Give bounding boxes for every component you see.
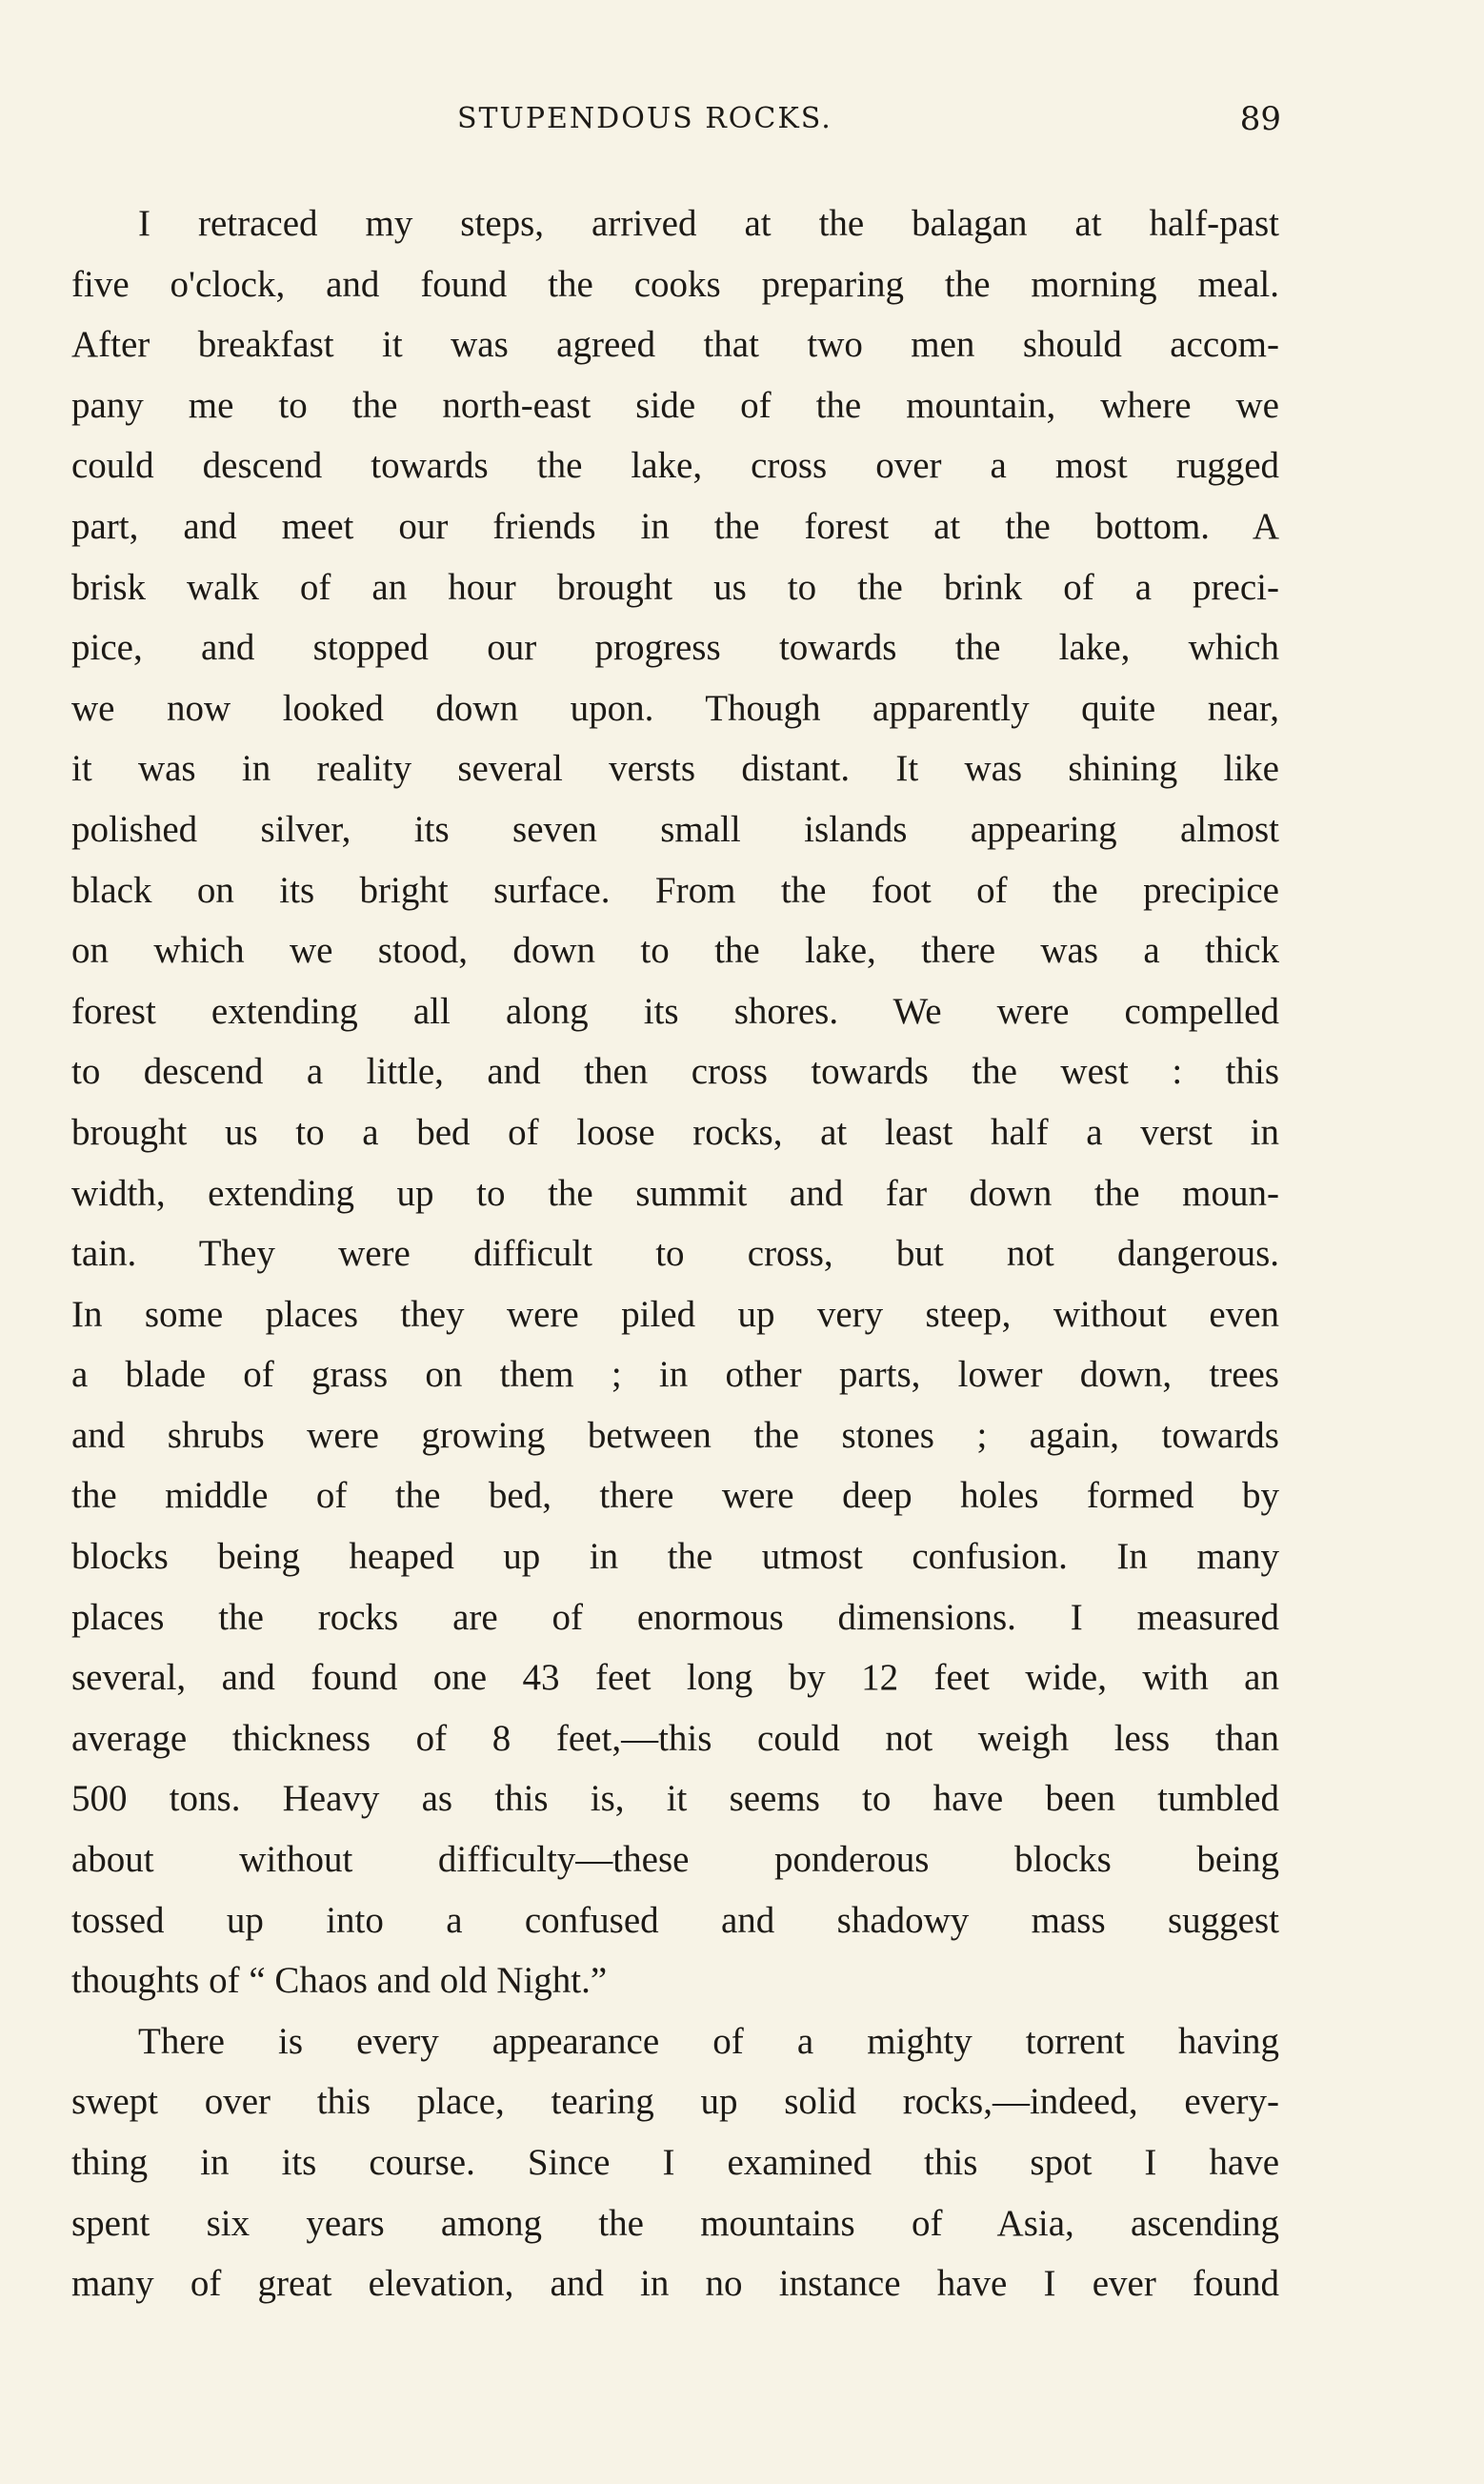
text-line: There is every appearance of a mighty torrent having <box>138 2020 1279 2062</box>
text-line: it was in reality several versts distant. It was shining like <box>71 748 1279 790</box>
text-line: tossed up into a confused and shadowy mass suggest <box>71 1899 1279 1941</box>
text-line: about without difficulty—these ponderous blocks being <box>71 1839 1279 1881</box>
text-line: and shrubs were growing between the stones ; again, towards <box>71 1414 1279 1456</box>
text-line: spent six years among the mountains of Asia, ascending <box>71 2202 1279 2244</box>
text-line: several, and found one 43 feet long by 12 feet wide, with an <box>71 1657 1279 1699</box>
text-line: thing in its course. Since I examined this spot I have <box>71 2142 1279 2183</box>
text-line: pice, and stopped our progress towards the lake, which <box>71 627 1279 669</box>
text-line: width, extending up to the summit and far down the moun- <box>71 1172 1279 1214</box>
text-line: the middle of the bed, there were deep holes formed by <box>71 1475 1279 1517</box>
text-line: a blade of grass on them ; in other parts, lower down, trees <box>71 1354 1279 1396</box>
text-line: thoughts of “ Chaos and old Night.” <box>71 1960 608 2002</box>
text-line: could descend towards the lake, cross over a most rugged <box>71 445 1279 487</box>
text-line: 500 tons. Heavy as this is, it seems to have been tumbled <box>71 1778 1279 1820</box>
text-line: In some places they were piled up very steep, without even <box>71 1293 1279 1335</box>
text-line: places the rocks are of enormous dimensions. I measured <box>71 1596 1279 1638</box>
text-line: black on its bright surface. From the foot of the precipice <box>71 869 1279 911</box>
text-line: on which we stood, down to the lake, there was a thick <box>71 930 1279 972</box>
text-line: blocks being heaped up in the utmost confusion. In many <box>71 1536 1279 1578</box>
running-head <box>0 95 1484 143</box>
text-line: swept over this place, tearing up solid rocks,—indeed, every- <box>71 2081 1279 2123</box>
text-line: to descend a little, and then cross towards the west : this <box>71 1051 1279 1093</box>
running-title: STUPENDOUS ROCKS. <box>457 102 832 135</box>
page-number: 89 <box>1239 100 1281 138</box>
text-line: After breakfast it was agreed that two men should accom- <box>71 324 1279 366</box>
text-line: forest extending all along its shores. We were compelled <box>71 990 1279 1032</box>
text-line: part, and meet our friends in the forest at the bottom. A <box>71 505 1279 547</box>
text-line: many of great elevation, and in no instance have I ever found <box>71 2263 1279 2305</box>
text-line: we now looked down upon. Though apparently quite near, <box>71 687 1279 729</box>
text-line: pany me to the north-east side of the mountain, where we <box>71 384 1279 426</box>
text-line: average thickness of 8 feet,—this could not weigh less than <box>71 1717 1279 1759</box>
body-text <box>71 193 1279 2314</box>
text-line: five o'clock, and found the cooks preparing the morning meal. <box>71 263 1279 305</box>
text-line: polished silver, its seven small islands appearing almost <box>71 808 1279 850</box>
text-line: I retraced my steps, arrived at the balagan at half-past <box>138 203 1279 244</box>
text-line: tain. They were difficult to cross, but not dangerous. <box>71 1233 1279 1275</box>
text-line: brought us to a bed of loose rocks, at least half a verst in <box>71 1111 1279 1153</box>
text-line: brisk walk of an hour brought us to the brink of a preci- <box>71 566 1279 608</box>
